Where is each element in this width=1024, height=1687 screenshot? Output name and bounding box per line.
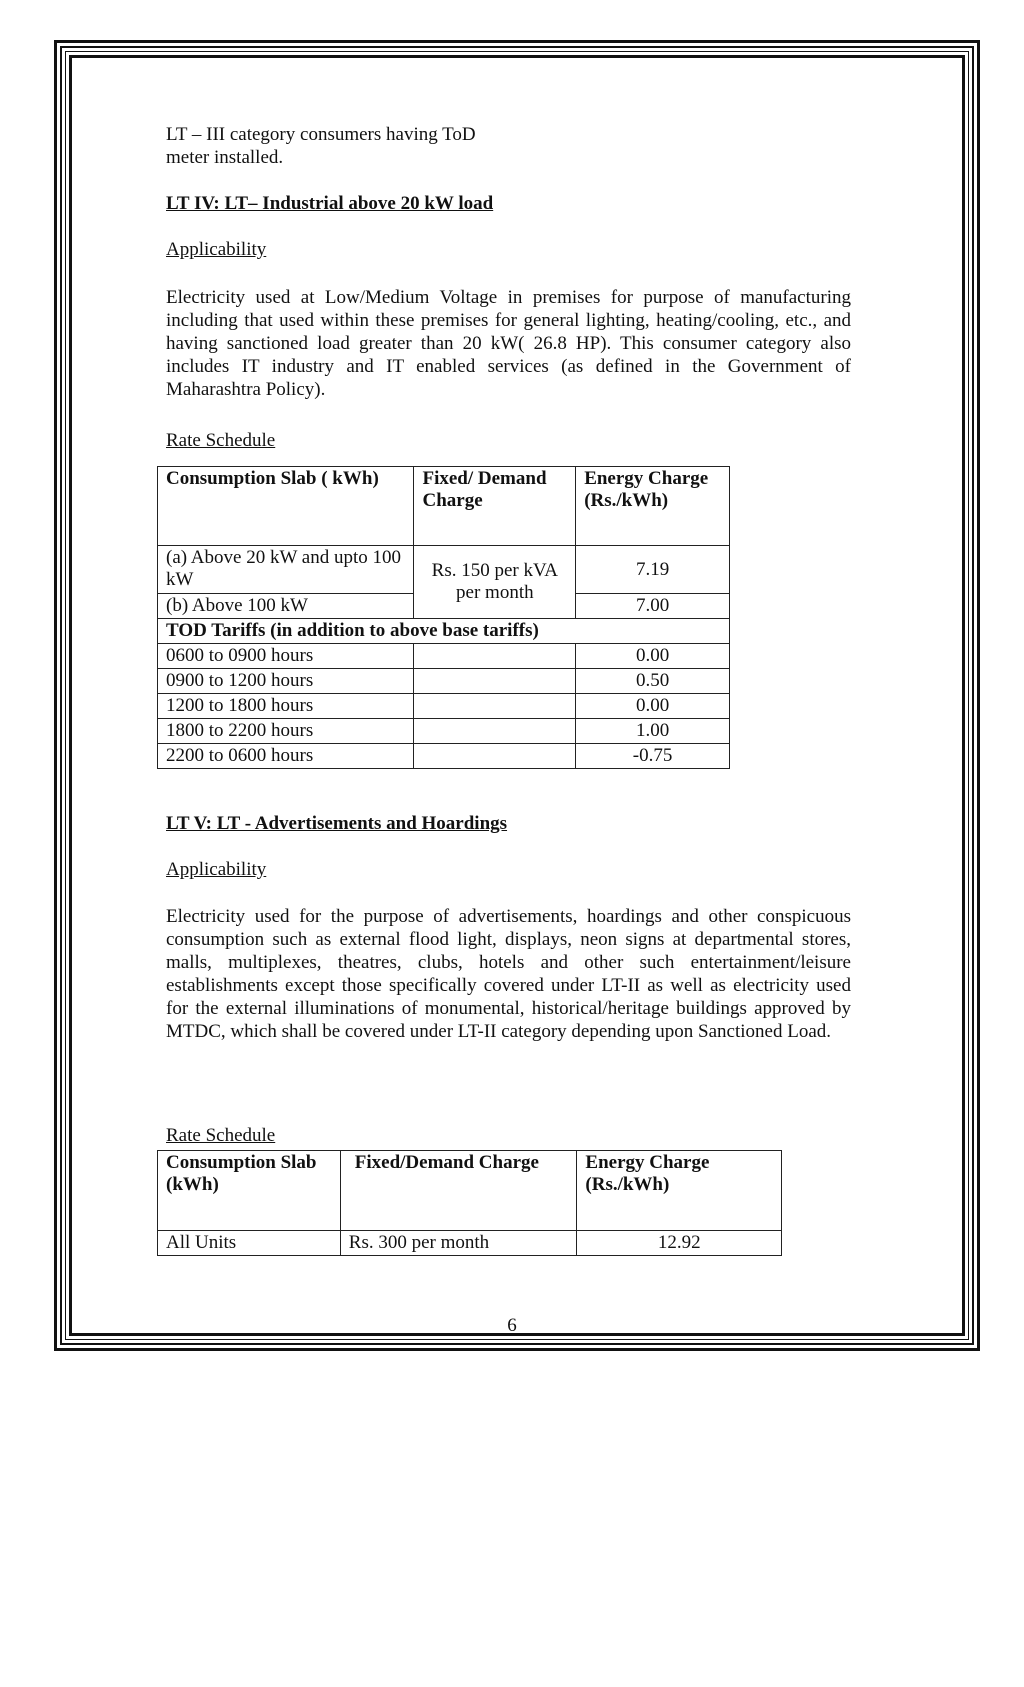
tod-slot: 1800 to 2200 hours (158, 719, 414, 744)
tod-charge: 1.00 (576, 719, 730, 744)
tod-slot: 2200 to 0600 hours (158, 744, 414, 769)
tod-empty-cell (414, 744, 576, 769)
tod-slot: 0900 to 1200 hours (158, 669, 414, 694)
intro-line-1: LT – III category consumers having ToD (166, 124, 476, 145)
lt5-header-fixed: Fixed/Demand Charge (340, 1151, 577, 1231)
tod-slot: 1200 to 1800 hours (158, 694, 414, 719)
table-row (158, 546, 730, 594)
tod-empty-cell (414, 694, 576, 719)
lt4-tod-title: TOD Tariffs (in addition to above base tariffs) (158, 619, 730, 644)
lt4-slab-b: (b) Above 100 kW (158, 594, 414, 619)
lt4-table-header-row (158, 467, 730, 546)
table-row (158, 1231, 782, 1256)
lt4-energy-b: 7.00 (576, 594, 730, 619)
lt4-rate-schedule-label: Rate Schedule (166, 430, 276, 451)
lt5-slab: All Units (158, 1231, 341, 1256)
lt5-rate-schedule-label: Rate Schedule (166, 1125, 276, 1146)
lt4-rate-table (157, 466, 730, 769)
tod-charge: 0.50 (576, 669, 730, 694)
tod-empty-cell (414, 669, 576, 694)
lt5-fixed: Rs. 300 per month (340, 1231, 577, 1256)
table-row (158, 619, 730, 644)
lt4-header-energy: Energy Charge (Rs./kWh) (576, 467, 730, 546)
lt5-header-slab: Consumption Slab (kWh) (158, 1151, 341, 1231)
table-row (158, 669, 730, 694)
lt4-header-slab: Consumption Slab ( kWh) (158, 467, 414, 546)
lt5-rate-table (157, 1150, 782, 1256)
tod-charge: -0.75 (576, 744, 730, 769)
tod-charge: 0.00 (576, 694, 730, 719)
lt5-heading: LT V: LT - Advertisements and Hoardings (166, 813, 508, 834)
lt5-applicability-label: Applicability (166, 859, 267, 880)
lt4-fixed-charge: Rs. 150 per kVA per month (414, 546, 576, 619)
tod-empty-cell (414, 644, 576, 669)
tod-empty-cell (414, 719, 576, 744)
intro-line-2: meter installed. (166, 147, 284, 168)
lt5-applicability-text: Electricity used for the purpose of advertisements, hoardings and other conspicuous consumption such as external flood light, displays, neon signs at departmental stores, malls, multiplexes, theatres, clubs, hotels and other such entertainment/leisure establishments except those specifically covered under LT-II as well as electricity used for the external illuminations of monumental, historical/heritage buildings approved by MTDC, which shall be covered under LT-II category depending upon Sanctioned Load. (166, 906, 851, 1042)
tod-charge: 0.00 (576, 644, 730, 669)
table-row (158, 719, 730, 744)
lt4-heading: LT IV: LT– Industrial above 20 kW load (166, 193, 494, 214)
intro-text (166, 123, 476, 169)
lt4-applicability-label: Applicability (166, 239, 267, 260)
table-row (158, 694, 730, 719)
lt4-header-fixed: Fixed/ Demand Charge (414, 467, 576, 546)
lt5-energy: 12.92 (577, 1231, 782, 1256)
page-number: 6 (507, 1315, 517, 1336)
table-row (158, 644, 730, 669)
lt5-header-energy: Energy Charge (Rs./kWh) (577, 1151, 782, 1231)
lt4-slab-a: (a) Above 20 kW and upto 100 kW (158, 546, 414, 594)
table-row (158, 744, 730, 769)
lt4-energy-a: 7.19 (576, 546, 730, 594)
lt4-applicability-text: Electricity used at Low/Medium Voltage in premises for purpose of manufacturing including that used within these premises for general lighting, heating/cooling, etc., and having sanctioned load greater than 20 kW( 26.8 HP). This consumer category also includes IT industry and IT enabled services (as defined in the Government of Maharashtra Policy). (166, 287, 851, 400)
tod-slot: 0600 to 0900 hours (158, 644, 414, 669)
lt5-table-header-row (158, 1151, 782, 1231)
